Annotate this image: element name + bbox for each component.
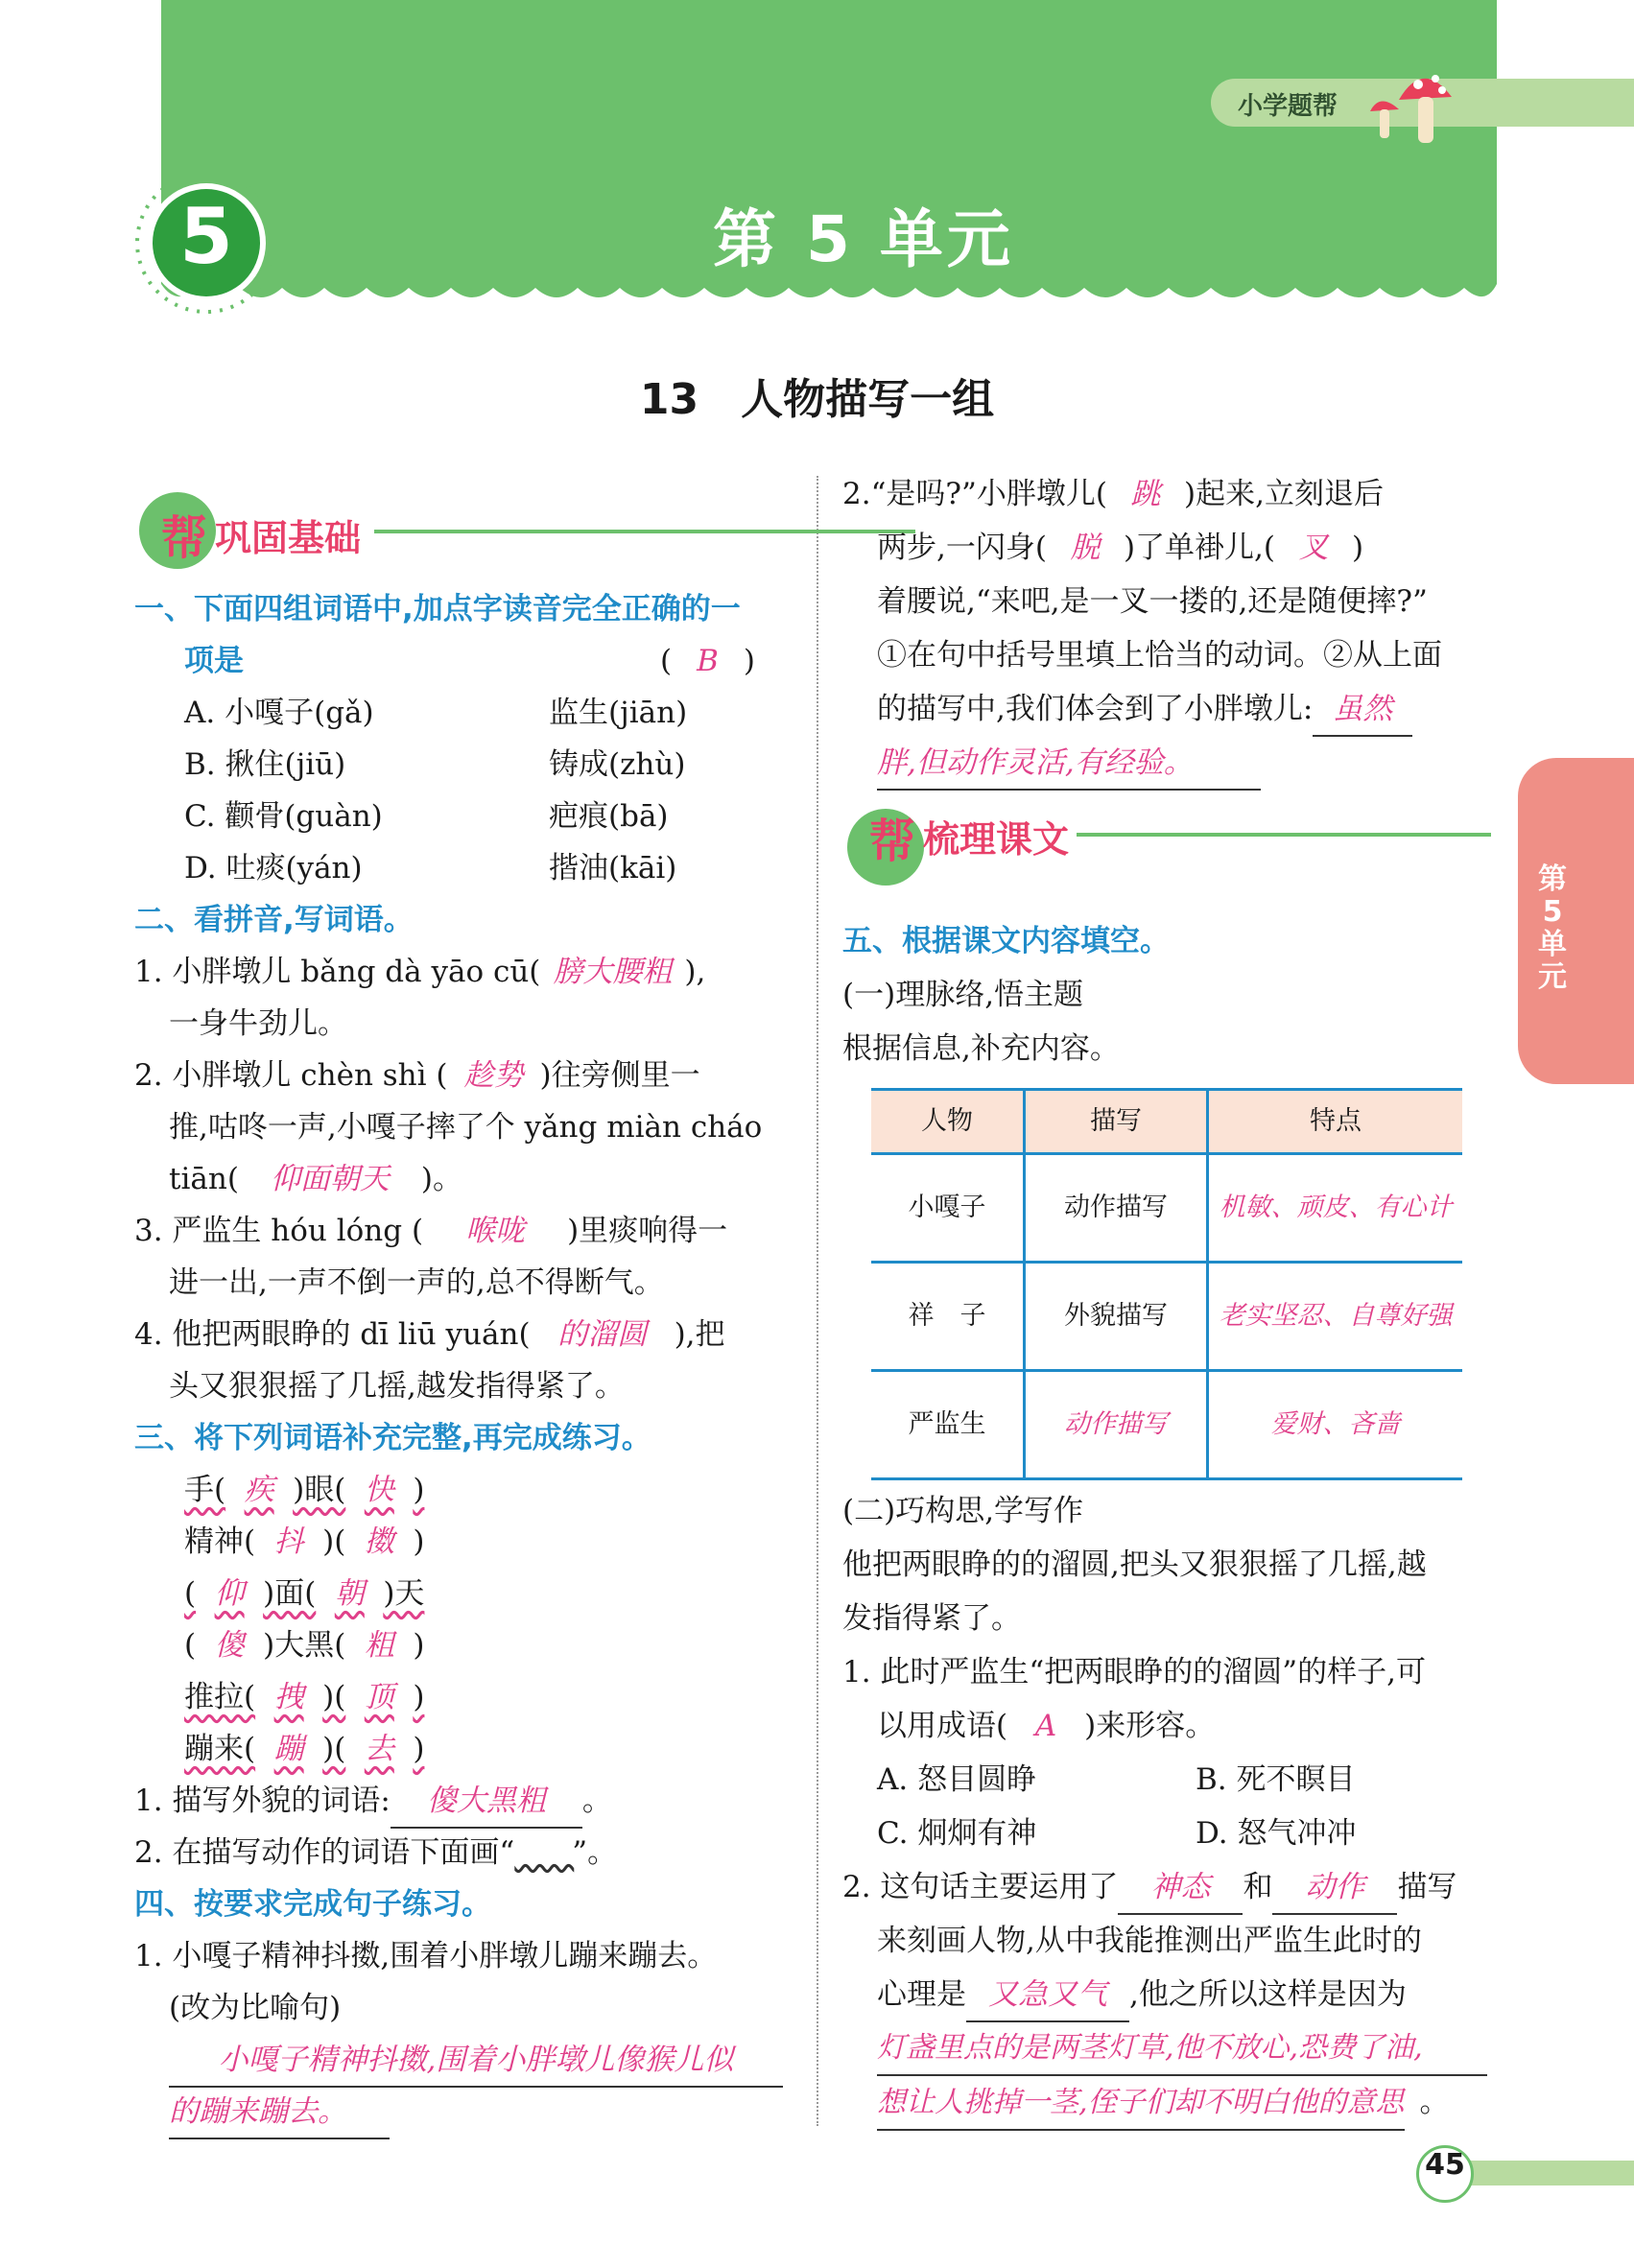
q2-item-2-cont: 推,咕咚一声,小嘎子摔了个 yǎng miàn cháo — [169, 1110, 763, 1145]
q5-sub-2: (二)巧构思,学写作 — [842, 1494, 1084, 1528]
q4-item-2-line2: 两步,一闪身( 脱 )了单褂儿,( 叉 ) — [877, 531, 1364, 565]
q3-row: 手( 疾 )眼( 快 ) — [184, 1473, 425, 1507]
q3-sub-1: 1. 描写外貌的词语: 傻大黑粗 。 — [134, 1775, 612, 1829]
q1-option-a2: 监生(jiān) — [549, 696, 688, 730]
unit-number: 5 — [179, 192, 233, 281]
q4-item-2: 2.“是吗?”小胖墩儿( 跳 )起来,立刻退后 — [842, 477, 1384, 511]
column-divider — [817, 476, 818, 2126]
q1-option-b2: 铸成(zhù) — [549, 747, 686, 782]
q5-sub-1: (一)理脉络,悟主题 — [842, 978, 1084, 1012]
q5-option-d: D. 怒气冲冲 — [1196, 1816, 1357, 1851]
right-column — [842, 468, 1495, 2138]
q2-item-1: 1. 小胖墩儿 bǎng dà yāo cū( 膀大腰粗 ), — [134, 955, 706, 989]
left-column — [134, 583, 796, 2138]
q5-item-2-answer-2: 想让人挑掉一茎,侄子们却不明白他的意思 。 — [877, 2076, 1450, 2131]
q4-item-2-line5: 的描写中,我们体会到了小胖墩儿: 虽然 — [877, 683, 1412, 737]
q1-option-d: D. 吐痰(yán) — [184, 851, 363, 886]
section-badge: 帮 — [161, 511, 208, 565]
q2-item-3: 3. 严监生 hóu lóng ( 喉咙 )里痰响得一 — [134, 1214, 728, 1248]
q2-title: 二、看拼音,写词语。 — [134, 903, 414, 937]
q2-item-4: 4. 他把两眼睁的 dī liū yuán( 的溜圆 ),把 — [134, 1317, 725, 1352]
table-cell: 小嘎子 — [871, 1154, 1025, 1263]
q4-item-1-req: (改为比喻句) — [169, 1991, 342, 2025]
q2-item-2: 2. 小胖墩儿 chèn shì ( 趁势 )往旁侧里一 — [134, 1058, 700, 1093]
q1-option-b: B. 揪住(jiū) — [184, 747, 346, 782]
table-row — [871, 1371, 1462, 1479]
q3-row: 推拉( 拽 )( 顶 ) — [184, 1680, 425, 1714]
q4-item-1: 1. 小嘎子精神抖擞,围着小胖墩儿蹦来蹦去。 — [134, 1939, 718, 1973]
page-number-bar — [1468, 2161, 1634, 2185]
q2-item-4-cont: 头又狠狠摇了几摇,越发指得紧了。 — [169, 1369, 625, 1404]
table-cell-answer: 机敏、顽皮、有心计 — [1208, 1154, 1463, 1263]
q1-title: 一、下面四组词语中,加点字读音完全正确的一 — [134, 592, 741, 626]
q1-option-c: C. 颧骨(guàn) — [184, 799, 383, 834]
table-header: 人物 — [871, 1090, 1025, 1154]
character-table — [871, 1088, 1462, 1480]
q4-answer-line-1: 小嘎子精神抖擞,围着小胖墩儿像猴儿似 — [169, 2034, 783, 2088]
section-label: 巩固基础 — [215, 517, 362, 559]
table-cell: 外貌描写 — [1025, 1263, 1208, 1371]
q1-answer: B — [697, 644, 719, 678]
q1-option-d2: 揩油(kāi) — [549, 851, 677, 886]
section-rule — [374, 530, 915, 533]
lesson-title: 13 人物描写一组 — [639, 375, 995, 424]
q4-title: 四、按要求完成句子练习。 — [134, 1887, 491, 1922]
q4-answer-line-2: 的蹦来蹦去。 — [169, 2086, 390, 2139]
table-header-row — [871, 1090, 1462, 1154]
q2-item-2-end: tiān( 仰面朝天 )。 — [169, 1162, 463, 1196]
section-header-review — [842, 804, 1495, 890]
table-cell: 严监生 — [871, 1371, 1025, 1479]
q1-option-a: A. 小嘎子(gǎ) — [184, 696, 374, 730]
q3-title: 三、将下列词语补充完整,再完成练习。 — [134, 1421, 651, 1455]
q5-item-2-line2: 来刻画人物,从中我能推测出严监生此时的 — [877, 1924, 1422, 1958]
table-cell-answer: 爱财、吝啬 — [1208, 1371, 1463, 1479]
q4-item-2-line3: 着腰说,“来吧,是一叉一搂的,还是随便摔?” — [877, 584, 1428, 619]
q5-option-b: B. 死不瞑目 — [1196, 1762, 1356, 1797]
q5-option-c: C. 炯炯有神 — [877, 1816, 1037, 1851]
table-cell: 祥 子 — [871, 1263, 1025, 1371]
q5-passage-1: 他把两眼睁的的溜圆,把头又狠狠摇了几摇,越 — [842, 1547, 1427, 1582]
table-row — [871, 1263, 1462, 1371]
section-label: 梳理课文 — [923, 818, 1070, 861]
section-badge: 帮 — [869, 815, 916, 868]
table-row — [871, 1154, 1462, 1263]
q4-item-2-line4: ①在句中括号里填上恰当的动词。②从上面 — [877, 638, 1442, 673]
q1-option-c2: 疤痕(bā) — [549, 799, 669, 834]
table-cell-answer: 老实坚忍、自尊好强 — [1208, 1263, 1463, 1371]
q1-title-cont: 项是 — [184, 644, 244, 678]
q1-answer-slot: ( B ) — [660, 644, 755, 678]
section-rule — [1077, 833, 1491, 837]
q3-row: ( 仰 )面( 朝 )天 — [184, 1576, 425, 1611]
unit-side-tab-label: 第5单元 — [1538, 862, 1567, 994]
wavy-line-mark — [514, 1827, 572, 1878]
table-cell: 动作描写 — [1025, 1154, 1208, 1263]
q5-item-2: 2. 这句话主要运用了 神态 和 动作 描写 — [842, 1861, 1456, 1915]
q5-desc: 根据信息,补充内容。 — [842, 1031, 1120, 1066]
table-header: 描写 — [1025, 1090, 1208, 1154]
table-cell-answer: 动作描写 — [1025, 1371, 1208, 1479]
q5-item-2-line3: 心理是 又急又气 ,他之所以这样是因为 — [877, 1969, 1407, 2022]
page-number: 45 — [1416, 2145, 1474, 2203]
q5-item-1-cont: 以用成语( A )来形容。 — [877, 1709, 1216, 1743]
q3-row: 蹦来( 蹦 )( 去 ) — [184, 1732, 425, 1766]
brand-tag: 小学题帮 — [1238, 92, 1338, 121]
q5-passage-2: 发指得紧了。 — [842, 1601, 1021, 1636]
q3-row: ( 傻 )大黑( 粗 ) — [184, 1628, 425, 1663]
q3-row: 精神( 抖 )( 擞 ) — [184, 1524, 425, 1559]
table-header: 特点 — [1208, 1090, 1463, 1154]
q5-option-a: A. 怒目圆睁 — [877, 1762, 1037, 1797]
unit-title: 第 5 单元 — [713, 202, 1014, 276]
q2-item-1-cont: 一身牛劲儿。 — [169, 1006, 347, 1041]
mushroom-icon — [1351, 54, 1466, 150]
q2-item-3-cont: 进一出,一声不倒一声的,总不得断气。 — [169, 1265, 664, 1300]
section-header-consolidate — [134, 487, 787, 574]
q5-title: 五、根据课文内容填空。 — [842, 924, 1170, 958]
q4-item-2-answer: 胖,但动作灵活,有经验。 — [877, 737, 1261, 791]
q3-sub-2: 2. 在描写动作的词语下面画“ ”。 — [134, 1827, 617, 1878]
q5-item-2-answer-1: 灯盏里点的是两茎灯草,他不放心,恐费了油, — [877, 2022, 1487, 2076]
q5-item-1: 1. 此时严监生“把两眼睁的的溜圆”的样子,可 — [842, 1655, 1426, 1689]
